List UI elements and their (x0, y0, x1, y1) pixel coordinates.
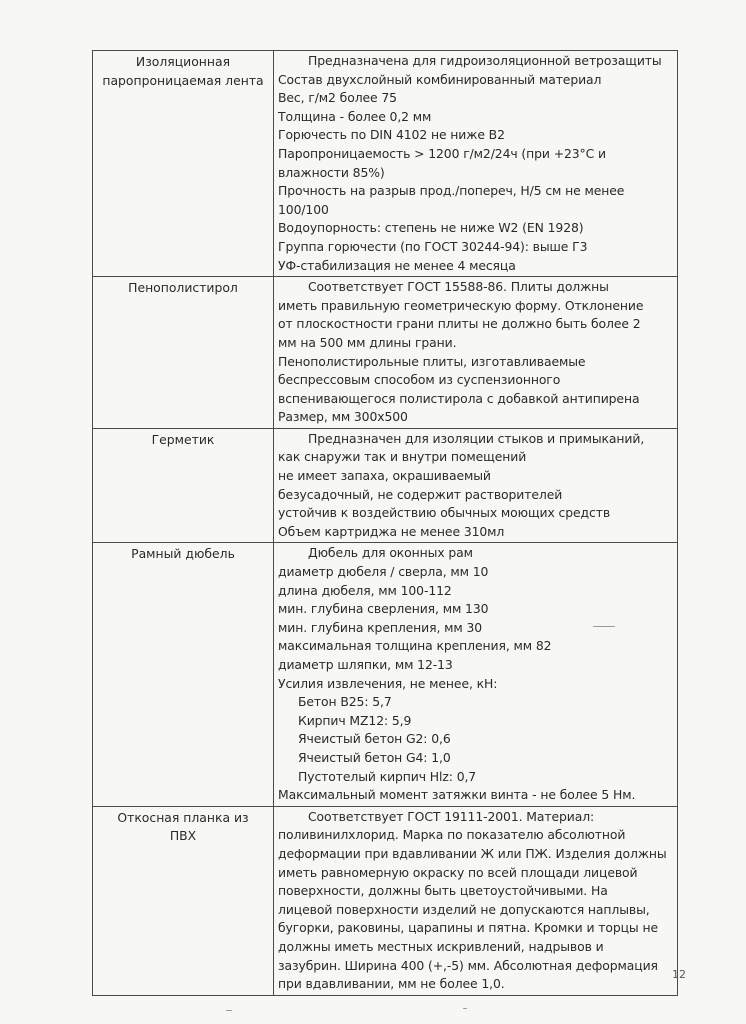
description-line: Пенополистирольные плиты, изготавливаемые (278, 353, 586, 369)
description-line: мин. глубина крепления, мм 30 (278, 619, 483, 635)
material-description-cell (274, 806, 678, 995)
description-line: Бетон В25: 5,7 (298, 694, 392, 710)
material-description-cell (274, 543, 678, 806)
material-name-line: ПВХ (169, 828, 197, 844)
spec-table (92, 50, 678, 996)
description-line: Водоупорность: степень не ниже W2 (EN 1928) (278, 220, 584, 236)
description-line: максимальная толщина крепления, мм 82 (278, 638, 552, 654)
scan-speck (593, 626, 615, 627)
description-line: деформации при вдавливании Ж или ПЖ. Изделия должны (278, 845, 667, 861)
material-name-cell (93, 543, 274, 806)
material-name-line: паропроницаемая лента (102, 72, 264, 88)
description-line: Предназначена для гидроизоляционной ветрозащиты (308, 53, 662, 68)
description-line: влажности 85%) (278, 164, 385, 180)
description-line: Ячеистый бетон G4: 1,0 (298, 749, 451, 765)
description-line: Пустотелый кирпич Hlz: 0,7 (298, 768, 477, 784)
material-name-line: Пенополистирол (128, 280, 238, 296)
description-line: поверхности, должны быть цветоустойчивыми. На (278, 883, 608, 899)
material-name-cell (93, 51, 274, 277)
scan-speck (463, 1008, 467, 1009)
description-line: поливинилхлорид. Марка по показателю абсолютной (278, 827, 626, 843)
description-line: Паропроницаемость > 1200 г/м2/24ч (при +23°С и (278, 145, 606, 161)
description-line: 100/100 (278, 201, 329, 217)
table-row (93, 51, 678, 277)
table-row (93, 806, 678, 995)
description-line: не имеет запаха, окрашиваемый (278, 468, 491, 484)
description-line: должны иметь местных искривлений, надрывов и (278, 938, 604, 954)
description-line: бугорки, раковины, царапины и пятна. Кромки и торцы не (278, 920, 658, 936)
table-row (93, 428, 678, 543)
description-line: безусадочный, не содержит растворителей (278, 486, 563, 502)
material-name-line: Откосная планка из (117, 809, 249, 825)
description-line: Усилия извлечения, не менее, кН: (278, 675, 498, 691)
material-name-cell (93, 277, 274, 429)
table-row (93, 277, 678, 429)
description-line: Прочность на разрыв прод./попереч, Н/5 см не менее (278, 183, 625, 199)
description-line: Соответствует ГОСТ 19111-2001. Материал: (308, 808, 595, 824)
material-name-cell (93, 428, 274, 543)
description-line: диаметр дюбеля / сверла, мм 10 (278, 564, 489, 580)
description-line: диаметр шляпки, мм 12-13 (278, 657, 453, 672)
description-line: беспрессовым способом из суспензионного (278, 372, 561, 388)
description-line: Размер, мм 300х500 (278, 409, 408, 425)
description-line: Ячеистый бетон G2: 0,6 (298, 731, 451, 747)
description-line: мм на 500 мм длины грани. (278, 334, 457, 350)
description-line: Максимальный момент затяжки винта - не более 5 Нм. (278, 787, 636, 803)
description-line: Предназначен для изоляции стыков и примыканий, (308, 430, 645, 446)
material-name-line: Изоляционная (135, 54, 231, 69)
description-line: Состав двухслойный комбинированный материал (278, 71, 602, 87)
page-number: 12 (672, 968, 686, 981)
description-line: Объем картриджа не менее 310мл (278, 523, 505, 539)
material-description-cell (274, 428, 678, 543)
description-line: Толщина - более 0,2 мм (278, 108, 432, 124)
material-description-cell (274, 277, 678, 429)
description-line: длина дюбеля, мм 100-112 (278, 582, 452, 598)
description-line: УФ-стабилизация не менее 4 месяца (278, 257, 516, 273)
description-line: как снаружи так и внутри помещений (278, 449, 527, 465)
table-row (93, 543, 678, 806)
description-line: Вес, г/м2 более 75 (278, 90, 397, 106)
description-line: Группа горючести (по ГОСТ 30244-94): выше Г3 (278, 238, 588, 254)
description-line: Кирпич MZ12: 5,9 (298, 712, 412, 728)
description-line: иметь равномерную окраску по всей площади лицевой (278, 864, 638, 880)
scan-speck (226, 1010, 232, 1011)
material-name-line: Рамный дюбель (131, 546, 235, 562)
material-name-line: Герметик (151, 431, 215, 447)
description-line: при вдавливании, мм не более 1,0. (278, 976, 505, 992)
description-line: лицевой поверхности изделий не допускаются наплывы, (278, 901, 650, 917)
description-line: вспенивающегося полистирола с добавкой антипирена (278, 390, 640, 406)
description-line: мин. глубина сверления, мм 130 (278, 601, 489, 617)
description-line: устойчив к воздействию обычных моющих средств (278, 505, 611, 521)
material-description-cell (274, 51, 678, 277)
material-name-cell (93, 806, 274, 995)
description-line: зазубрин. Ширина 400 (+,-5) мм. Абсолютная деформация (278, 957, 658, 973)
description-line: от плоскостности грани плиты не должно быть более 2 (278, 316, 641, 332)
description-line: Дюбель для оконных рам (308, 545, 473, 561)
description-line: Соответствует ГОСТ 15588-86. Плиты должны (308, 279, 609, 295)
description-line: иметь правильную геометрическую форму. Отклонение (278, 297, 644, 313)
description-line: Горючесть по DIN 4102 не ниже В2 (278, 127, 505, 143)
